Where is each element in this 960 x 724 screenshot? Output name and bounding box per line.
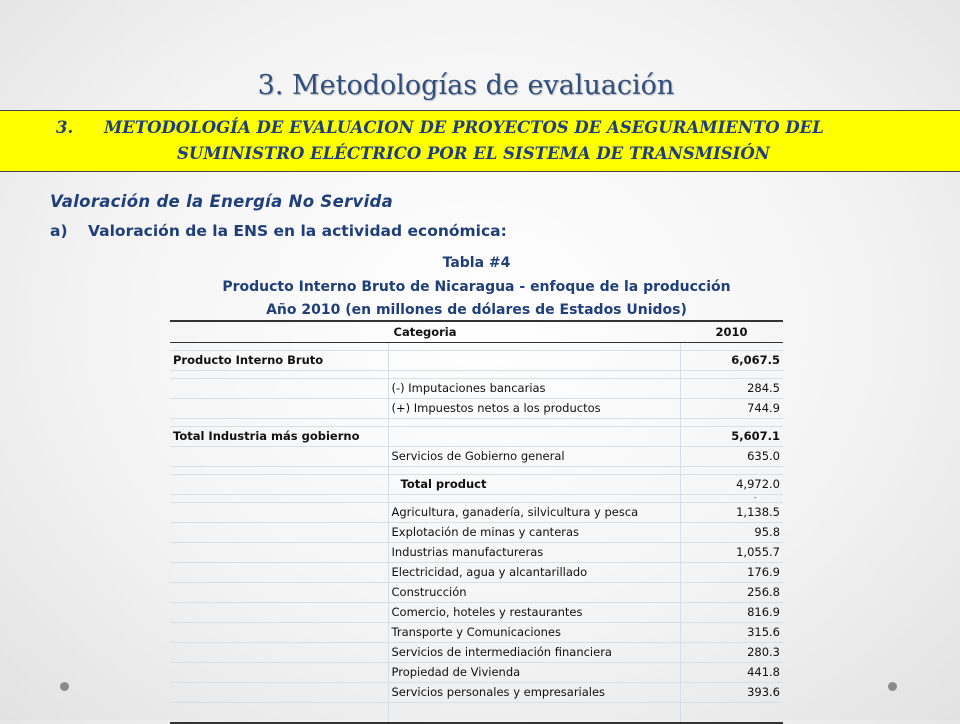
table-cell-c2: Electricidad, agua y alcantarillado bbox=[388, 563, 680, 583]
table-cell-c3 bbox=[680, 343, 783, 351]
table-cell-c2 bbox=[388, 343, 680, 351]
list-item-text: Valoración de la ENS en la actividad económica: bbox=[88, 222, 507, 240]
table-cell-c1 bbox=[170, 663, 388, 683]
table-cell-c3: 1,055.7 bbox=[680, 543, 783, 563]
table-cell-c3: 176.9 bbox=[680, 563, 783, 583]
table-cell-c2: Total product bbox=[388, 475, 680, 495]
table-cell-c2 bbox=[388, 371, 680, 379]
table-cell-c2: Construcción bbox=[388, 583, 680, 603]
table-cell-c1 bbox=[170, 623, 388, 643]
list-item-label: a) bbox=[50, 222, 68, 240]
table-header-row bbox=[170, 321, 783, 343]
table-cell-c2: Propiedad de Vivienda bbox=[388, 663, 680, 683]
table-row bbox=[170, 399, 783, 419]
table-cell-c1 bbox=[170, 523, 388, 543]
gdp-table bbox=[170, 320, 783, 724]
table-caption-2: Producto Interno Bruto de Nicaragua - enfoque de la producción bbox=[222, 279, 731, 295]
table-cell-c1 bbox=[170, 683, 388, 703]
table-cell-c2: Servicios personales y empresariales bbox=[388, 683, 680, 703]
table-cell-c1 bbox=[170, 447, 388, 467]
table-row bbox=[170, 523, 783, 543]
banner-line-1: METODOLOGÍA DE EVALUACION DE PROYECTOS DE ASEGURAMIENTO DEL bbox=[104, 118, 824, 137]
banner-number: 3. bbox=[56, 118, 74, 137]
table-cell-c2 bbox=[388, 419, 680, 427]
table-cell-c3 bbox=[680, 371, 783, 379]
table-cell-c1 bbox=[170, 371, 388, 379]
table-cell-c1 bbox=[170, 495, 388, 503]
table-cell-c2 bbox=[388, 467, 680, 475]
table-cell-c2: Servicios de intermediación financiera bbox=[388, 643, 680, 663]
table-cell-c3: 816.9 bbox=[680, 603, 783, 623]
table-cell-c1 bbox=[170, 563, 388, 583]
table-cell-c3: 315.6 bbox=[680, 623, 783, 643]
table-cell-c2: Transporte y Comunicaciones bbox=[388, 623, 680, 643]
table-cell-c2: Agricultura, ganadería, silvicultura y pesca bbox=[388, 503, 680, 523]
table-row bbox=[170, 447, 783, 467]
table-cell-c1: Total Industria más gobierno bbox=[170, 427, 388, 447]
table-cell-c1 bbox=[170, 543, 388, 563]
table-row bbox=[170, 495, 783, 503]
table-cell-c2 bbox=[388, 495, 680, 503]
table-row bbox=[170, 563, 783, 583]
table-row bbox=[170, 503, 783, 523]
table-cell-c3: 280.3 bbox=[680, 643, 783, 663]
list-item-a bbox=[50, 222, 507, 240]
table-cell-c2: Comercio, hoteles y restaurantes bbox=[388, 603, 680, 623]
table-cell-c3: 95.8 bbox=[680, 523, 783, 543]
table-cell-c1 bbox=[170, 603, 388, 623]
table-cell-c1 bbox=[170, 583, 388, 603]
table-cell-c3: 635.0 bbox=[680, 447, 783, 467]
table-row bbox=[170, 583, 783, 603]
table-row bbox=[170, 663, 783, 683]
table-cell-c3: 744.9 bbox=[680, 399, 783, 419]
table-cell-c3: 6,067.5 bbox=[680, 351, 783, 371]
table-row bbox=[170, 343, 783, 351]
table-cell-c2: (-) Imputaciones bancarias bbox=[388, 379, 680, 399]
table-cell-c2: (+) Impuestos netos a los productos bbox=[388, 399, 680, 419]
table-cell-c2 bbox=[388, 351, 680, 371]
table-cell-c2 bbox=[388, 427, 680, 447]
table-row bbox=[170, 419, 783, 427]
table-cell-c3: - bbox=[680, 495, 783, 503]
table-cell-c1 bbox=[170, 399, 388, 419]
table-cell-c3 bbox=[680, 419, 783, 427]
table-row bbox=[170, 683, 783, 703]
table-cell-c1 bbox=[170, 643, 388, 663]
table-cell-c2: Industrias manufactureras bbox=[388, 543, 680, 563]
left-dot-icon bbox=[60, 682, 69, 691]
table-cell-c3: 4,972.0 bbox=[680, 475, 783, 495]
table-caption-1: Tabla #4 bbox=[442, 255, 511, 271]
table-caption-3: Año 2010 (en millones de dólares de Estados Unidos) bbox=[266, 302, 687, 318]
banner-line-2: SUMINISTRO ELÉCTRICO POR EL SISTEMA DE TRANSMISIÓN bbox=[177, 144, 770, 163]
table-row bbox=[170, 427, 783, 447]
table-row bbox=[170, 623, 783, 643]
table-cell-c2: Explotación de minas y canteras bbox=[388, 523, 680, 543]
slide-title: 3. Metodologías de evaluación bbox=[257, 70, 675, 101]
table-cell-c1: Producto Interno Bruto bbox=[170, 351, 388, 371]
section-banner bbox=[0, 110, 960, 172]
table-cell-c1 bbox=[170, 467, 388, 475]
table-cell-c3: 284.5 bbox=[680, 379, 783, 399]
right-dot-icon bbox=[888, 682, 897, 691]
table-row bbox=[170, 475, 783, 495]
table-cell-c3: 5,607.1 bbox=[680, 427, 783, 447]
table-cell-c3: 256.8 bbox=[680, 583, 783, 603]
table-cell-c1 bbox=[170, 419, 388, 427]
table-row bbox=[170, 543, 783, 563]
table-row bbox=[170, 379, 783, 399]
table-cell-c2: Servicios de Gobierno general bbox=[388, 447, 680, 467]
table-cell-c1 bbox=[170, 343, 388, 351]
table-cell-c1 bbox=[170, 475, 388, 495]
section-subtitle: Valoración de la Energía No Servida bbox=[50, 192, 394, 211]
table-cell-c3: 1,138.5 bbox=[680, 503, 783, 523]
table-cell-c1 bbox=[170, 503, 388, 523]
table-cell-c3: 393.6 bbox=[680, 683, 783, 703]
table-row bbox=[170, 603, 783, 623]
header-year: 2010 bbox=[680, 321, 783, 343]
table-cell-c1 bbox=[170, 379, 388, 399]
table-row bbox=[170, 467, 783, 475]
table-cell-c3: 441.8 bbox=[680, 663, 783, 683]
table-row bbox=[170, 371, 783, 379]
table-row bbox=[170, 351, 783, 371]
header-category: Categoria bbox=[170, 321, 680, 343]
table-row bbox=[170, 643, 783, 663]
table-cell-c3 bbox=[680, 467, 783, 475]
